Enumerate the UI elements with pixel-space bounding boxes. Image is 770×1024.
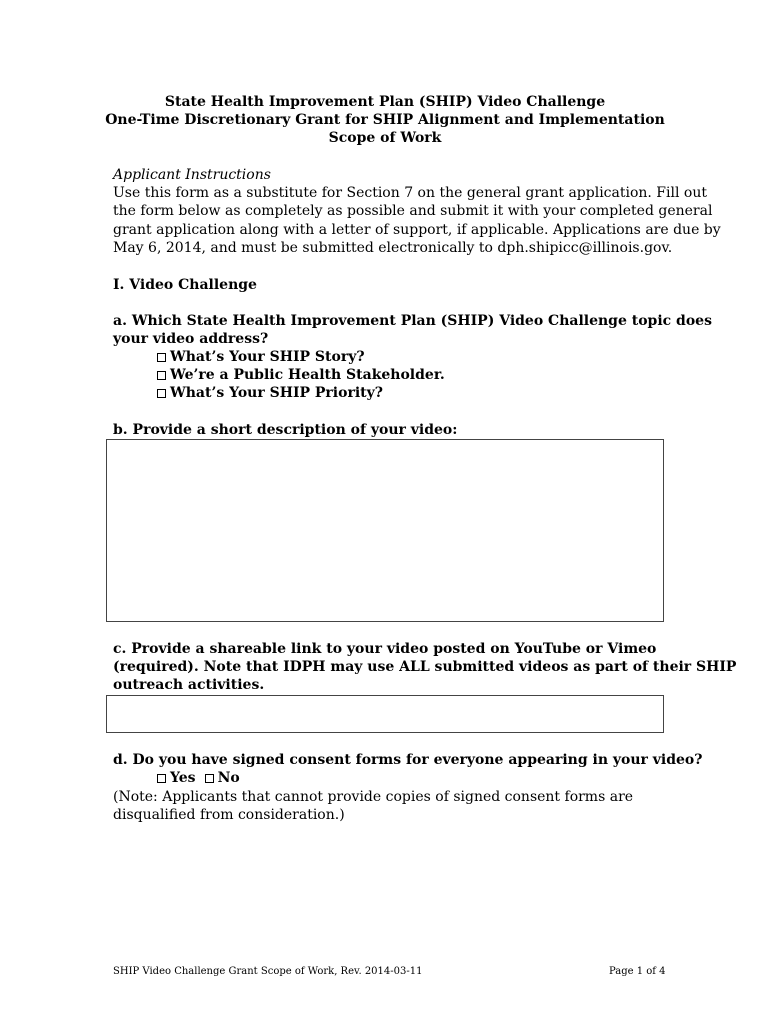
option-ship-story[interactable] [157,348,365,366]
option-label: We’re a Public Health Stakeholder. [170,367,445,383]
question-a-line: your video address? [113,331,269,347]
question-c-line: (required). Note that IDPH may use ALL submitted videos as part of their SHIP [113,659,737,675]
question-c-label [113,640,736,694]
question-d-label: d. Do you have signed consent forms for everyone appearing in your video? [113,752,703,768]
footer-page-number: Page 1 of 4 [609,966,666,977]
checkbox-icon[interactable] [157,353,166,362]
document-scope-title: Scope of Work [328,130,442,146]
checkbox-icon[interactable] [157,371,166,380]
instructions-line: the form below as completely as possible and submit it with your completed general [113,203,713,220]
document-title: State Health Improvement Plan (SHIP) Video Challenge [164,94,606,110]
option-label: What’s Your SHIP Story? [170,349,365,365]
consent-note [113,788,633,824]
consent-options [157,769,240,787]
description-textarea[interactable] [106,439,664,622]
option-ship-priority[interactable] [157,384,383,402]
instructions-line: May 6, 2014, and must be submitted electronically to dph.shipicc@illinois.gov. [113,239,673,256]
document-subtitle: One-Time Discretionary Grant for SHIP Alignment and Implementation [105,112,665,128]
checkbox-icon[interactable] [205,774,214,783]
question-c-line: outreach activities. [113,677,265,693]
consent-yes-label: Yes [170,770,196,786]
checkbox-icon[interactable] [157,774,166,783]
consent-no-label: No [217,770,240,786]
question-a-label [113,312,712,348]
instructions-text [113,184,721,257]
question-a-line: a. Which State Health Improvement Plan (SHIP) Video Challenge topic does [113,313,712,329]
question-c-line: c. Provide a shareable link to your video posted on YouTube or Vimeo [113,641,657,657]
question-b-label: b. Provide a short description of your video: [113,422,458,438]
footer-document-info: SHIP Video Challenge Grant Scope of Work, Rev. 2014-03-11 [113,966,423,977]
video-link-input[interactable] [106,695,664,733]
consent-note-line: (Note: Applicants that cannot provide copies of signed consent forms are [113,789,634,805]
checkbox-icon[interactable] [157,389,166,398]
instructions-line: Use this form as a substitute for Section 7 on the general grant application. Fill out [113,185,707,201]
option-label: What’s Your SHIP Priority? [170,385,383,401]
instructions-line: grant application along with a letter of support, if applicable. Applications are due by [113,221,721,238]
consent-note-line: disqualified from consideration.) [113,807,345,823]
instructions-heading: Applicant Instructions [113,167,271,183]
section-heading: I. Video Challenge [113,277,257,293]
option-public-health-stakeholder[interactable] [157,366,445,384]
